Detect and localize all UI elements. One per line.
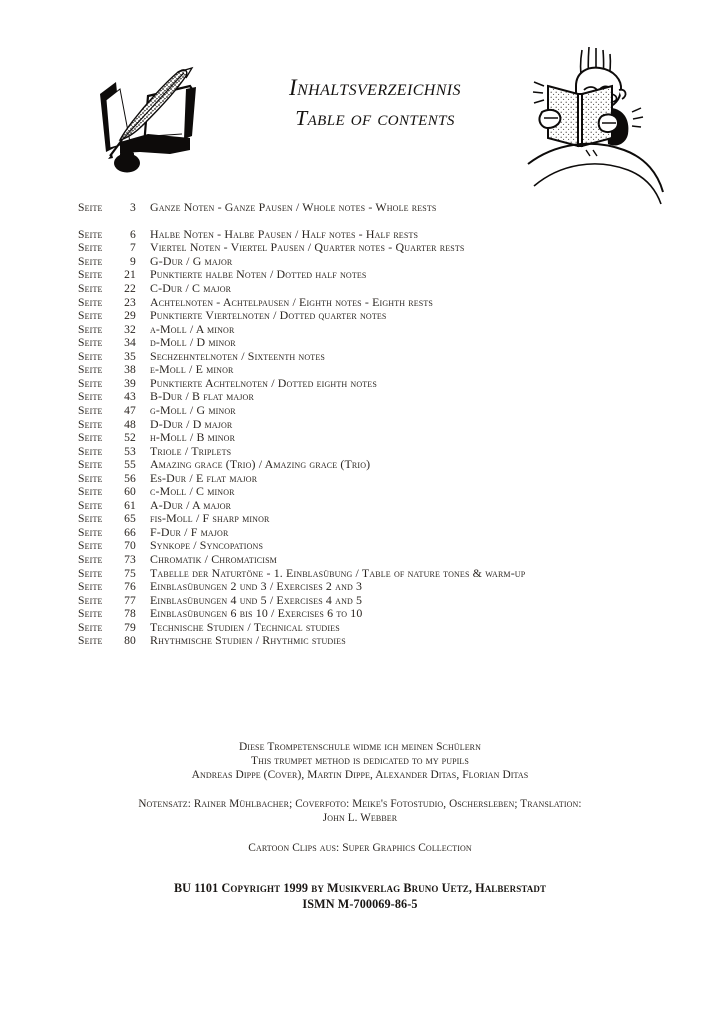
ismn-line: ISMN M-700069-86-5	[302, 897, 418, 911]
toc-page-number: 32	[124, 322, 136, 336]
toc-row[interactable]	[0, 431, 720, 445]
toc-page-label: Seite	[78, 282, 103, 296]
toc-page-label: Seite	[78, 376, 103, 390]
toc-page-label: Seite	[78, 390, 103, 404]
toc-entry-title: e-Moll / E minor	[150, 362, 234, 377]
toc-row[interactable]	[0, 499, 720, 513]
toc-page-number: 56	[124, 471, 136, 485]
toc-page-number: 77	[124, 593, 136, 607]
toc-row[interactable]	[0, 567, 720, 581]
quill-book-inkwell-icon	[86, 56, 218, 176]
copyright-block	[0, 880, 720, 912]
toc-page-label: Seite	[78, 566, 103, 580]
toc-page-number: 47	[124, 403, 136, 417]
toc-entry-title: D-Dur / D major	[150, 416, 233, 431]
toc-page-label: Seite	[78, 620, 103, 634]
toc-page-label: Seite	[78, 512, 103, 526]
toc-row[interactable]	[0, 296, 720, 310]
toc-row[interactable]	[0, 621, 720, 635]
toc-row[interactable]	[0, 634, 720, 648]
toc-row[interactable]	[0, 201, 720, 215]
toc-row[interactable]	[0, 553, 720, 567]
dedication-names: Andreas Dippe (Cover), Martin Dippe, Alexander Ditas, Florian Ditas	[191, 769, 529, 782]
toc-page-number: 70	[124, 539, 136, 553]
toc-page-number: 21	[124, 268, 136, 282]
toc-page-number: 66	[124, 525, 136, 539]
dedication-line-en: This trumpet method is dedicated to my pupils	[251, 755, 469, 768]
toc-entry-title: Viertel Noten - Viertel Pausen / Quarter notes - Quarter rests	[150, 240, 465, 255]
toc-page-label: Seite	[78, 254, 103, 268]
toc-row[interactable]	[0, 512, 720, 526]
toc-row[interactable]	[0, 607, 720, 621]
dedication-block	[0, 740, 720, 783]
toc-entry-title: fis-Moll / F sharp minor	[150, 511, 270, 526]
toc-page-number: 3	[130, 201, 136, 214]
toc-entry-title: Punktierte Achtelnoten / Dotted eighth notes	[150, 375, 377, 390]
production-credits-block	[0, 797, 720, 825]
toc-page-number: 39	[124, 376, 136, 390]
toc-entry-title: Technische Studien / Technical studies	[150, 619, 340, 634]
toc-entry-title: Punktierte halbe Noten / Dotted half notes	[150, 267, 367, 282]
toc-page-number: 76	[124, 580, 136, 594]
toc-entry-title: Ganze Noten - Ganze Pausen / Whole notes - Whole rests	[150, 200, 437, 214]
toc-page-label: Seite	[78, 322, 103, 336]
toc-page-label: Seite	[78, 295, 103, 309]
toc-page-number: 55	[124, 458, 136, 472]
cartoon-credit-block	[0, 841, 720, 855]
toc-page-label: Seite	[78, 417, 103, 431]
toc-page-label: Seite	[78, 552, 103, 566]
toc-entry-title: Chromatik / Chromaticism	[150, 551, 277, 566]
toc-row[interactable]	[0, 255, 720, 269]
copyright-line: BU 1101 Copyright 1999 by Musikverlag Bruno Uetz, Halberstadt	[173, 881, 547, 895]
toc-row[interactable]	[0, 350, 720, 364]
cartoon-credit-line: Cartoon Clips aus: Super Graphics Collection	[248, 842, 472, 854]
toc-page-label: Seite	[78, 309, 103, 323]
toc-page-number: 75	[124, 566, 136, 580]
toc-page-number: 38	[124, 363, 136, 377]
toc-entry-title: Einblasübungen 4 und 5 / Exercises 4 and 5	[150, 592, 363, 607]
toc-page-label: Seite	[78, 525, 103, 539]
toc-page-number: 53	[124, 444, 136, 458]
toc-row[interactable]	[0, 458, 720, 472]
toc-page-label: Seite	[78, 201, 103, 214]
toc-row[interactable]	[0, 472, 720, 486]
toc-page-number: 78	[124, 607, 136, 621]
toc-row[interactable]	[0, 363, 720, 377]
toc-entry-title: Amazing grace (Trio) / Amazing grace (Trio)	[150, 457, 371, 472]
toc-page-label: Seite	[78, 593, 103, 607]
toc-page-number: 7	[130, 241, 136, 255]
toc-page-number: 65	[124, 512, 136, 526]
toc-row[interactable]	[0, 336, 720, 350]
toc-entry-title: Achtelnoten - Achtelpausen / Eighth notes - Eighth rests	[150, 294, 434, 309]
toc-row[interactable]	[0, 526, 720, 540]
toc-entry-title: d-Moll / D minor	[150, 335, 236, 350]
toc-page-label: Seite	[78, 241, 103, 255]
toc-row[interactable]	[0, 228, 720, 242]
toc-entry-title: Triole / Triplets	[150, 443, 232, 458]
toc-entry-title: Einblasübungen 2 und 3 / Exercises 2 and 3	[150, 579, 363, 594]
toc-page-label: Seite	[78, 498, 103, 512]
toc-entry-title: A-Dur / A major	[150, 497, 232, 512]
toc-entry-title: a-Moll / A minor	[150, 321, 235, 336]
toc-page-number: 60	[124, 485, 136, 499]
toc-row[interactable]	[0, 445, 720, 459]
page-header	[0, 46, 720, 196]
toc-page-label: Seite	[78, 607, 103, 621]
toc-entry-title: Es-Dur / E flat major	[150, 470, 258, 485]
toc-page-number: 29	[124, 309, 136, 323]
toc-row[interactable]	[0, 485, 720, 499]
toc-page-number: 23	[124, 295, 136, 309]
toc-row[interactable]	[0, 418, 720, 432]
toc-row[interactable]	[0, 539, 720, 553]
toc-page-label: Seite	[78, 431, 103, 445]
toc-page-label: Seite	[78, 363, 103, 377]
toc-entry-title: B-Dur / B flat major	[150, 389, 254, 404]
toc-page-label: Seite	[78, 539, 103, 553]
table-of-contents	[0, 201, 720, 648]
toc-page-label: Seite	[78, 349, 103, 363]
toc-page-label: Seite	[78, 268, 103, 282]
toc-page-label: Seite	[78, 580, 103, 594]
toc-entry-title: c-Moll / C minor	[150, 484, 235, 499]
toc-page-number: 6	[130, 227, 136, 241]
toc-row[interactable]	[0, 241, 720, 255]
toc-page-number: 52	[124, 431, 136, 445]
toc-entry-title: Punktierte Viertelnoten / Dotted quarter notes	[150, 308, 387, 323]
production-credits-line-1: Notensatz: Rainer Mühlbacher; Coverfoto: Meike's Fotostudio, Oschersleben; Translation:	[138, 798, 582, 810]
toc-page-number: 80	[124, 634, 136, 648]
toc-entry-title: Tabelle der Naturtöne - 1. Einblasübung / Table of nature tones & warm-up	[150, 565, 526, 580]
toc-page-number: 61	[124, 498, 136, 512]
toc-page-label: Seite	[78, 403, 103, 417]
toc-entry-title: C-Dur / C major	[150, 281, 232, 296]
dedication-line-de: Diese Trompetenschule widme ich meinen Schülern	[238, 741, 482, 753]
toc-page-label: Seite	[78, 336, 103, 350]
toc-entry-title: G-Dur / G major	[150, 253, 233, 268]
toc-page-number: 43	[124, 390, 136, 404]
toc-entry-title: Halbe Noten - Halbe Pausen / Half notes - Half rests	[150, 226, 419, 241]
toc-row[interactable]	[0, 323, 720, 337]
cartoon-reader-icon	[520, 46, 665, 211]
page-title	[215, 74, 535, 132]
toc-row[interactable]	[0, 282, 720, 296]
toc-page-label: Seite	[78, 227, 103, 241]
toc-page-label: Seite	[78, 485, 103, 499]
toc-entry-title: Synkope / Syncopations	[150, 538, 264, 553]
toc-page-number: 9	[130, 254, 136, 268]
toc-entry-title: F-Dur / F major	[150, 524, 229, 539]
title-german: Inhaltsverzeichnis	[289, 75, 461, 100]
toc-row[interactable]	[0, 594, 720, 608]
title-english: Table of contents	[295, 106, 455, 130]
toc-row[interactable]	[0, 268, 720, 282]
toc-page-label: Seite	[78, 444, 103, 458]
toc-row[interactable]	[0, 309, 720, 323]
toc-page-number: 22	[124, 282, 136, 296]
toc-page-number: 34	[124, 336, 136, 350]
toc-row[interactable]	[0, 377, 720, 391]
toc-entry-title: Rhythmische Studien / Rhythmic studies	[150, 633, 346, 648]
toc-page-label: Seite	[78, 458, 103, 472]
toc-row[interactable]	[0, 404, 720, 418]
toc-entry-title: Einblasübungen 6 bis 10 / Exercises 6 to 10	[150, 606, 363, 621]
production-credits-line-2: John L. Webber	[322, 812, 398, 825]
toc-page-number: 35	[124, 349, 136, 363]
toc-entry-title: h-Moll / B minor	[150, 430, 236, 445]
toc-page-label: Seite	[78, 634, 103, 648]
toc-page-label: Seite	[78, 471, 103, 485]
toc-page-number: 73	[124, 552, 136, 566]
toc-row[interactable]	[0, 580, 720, 594]
toc-page-number: 48	[124, 417, 136, 431]
toc-entry-title: Sechzehntelnoten / Sixteenth notes	[150, 348, 325, 363]
toc-row[interactable]	[0, 390, 720, 404]
toc-entry-title: g-Moll / G minor	[150, 402, 236, 417]
toc-page-number: 79	[124, 620, 136, 634]
